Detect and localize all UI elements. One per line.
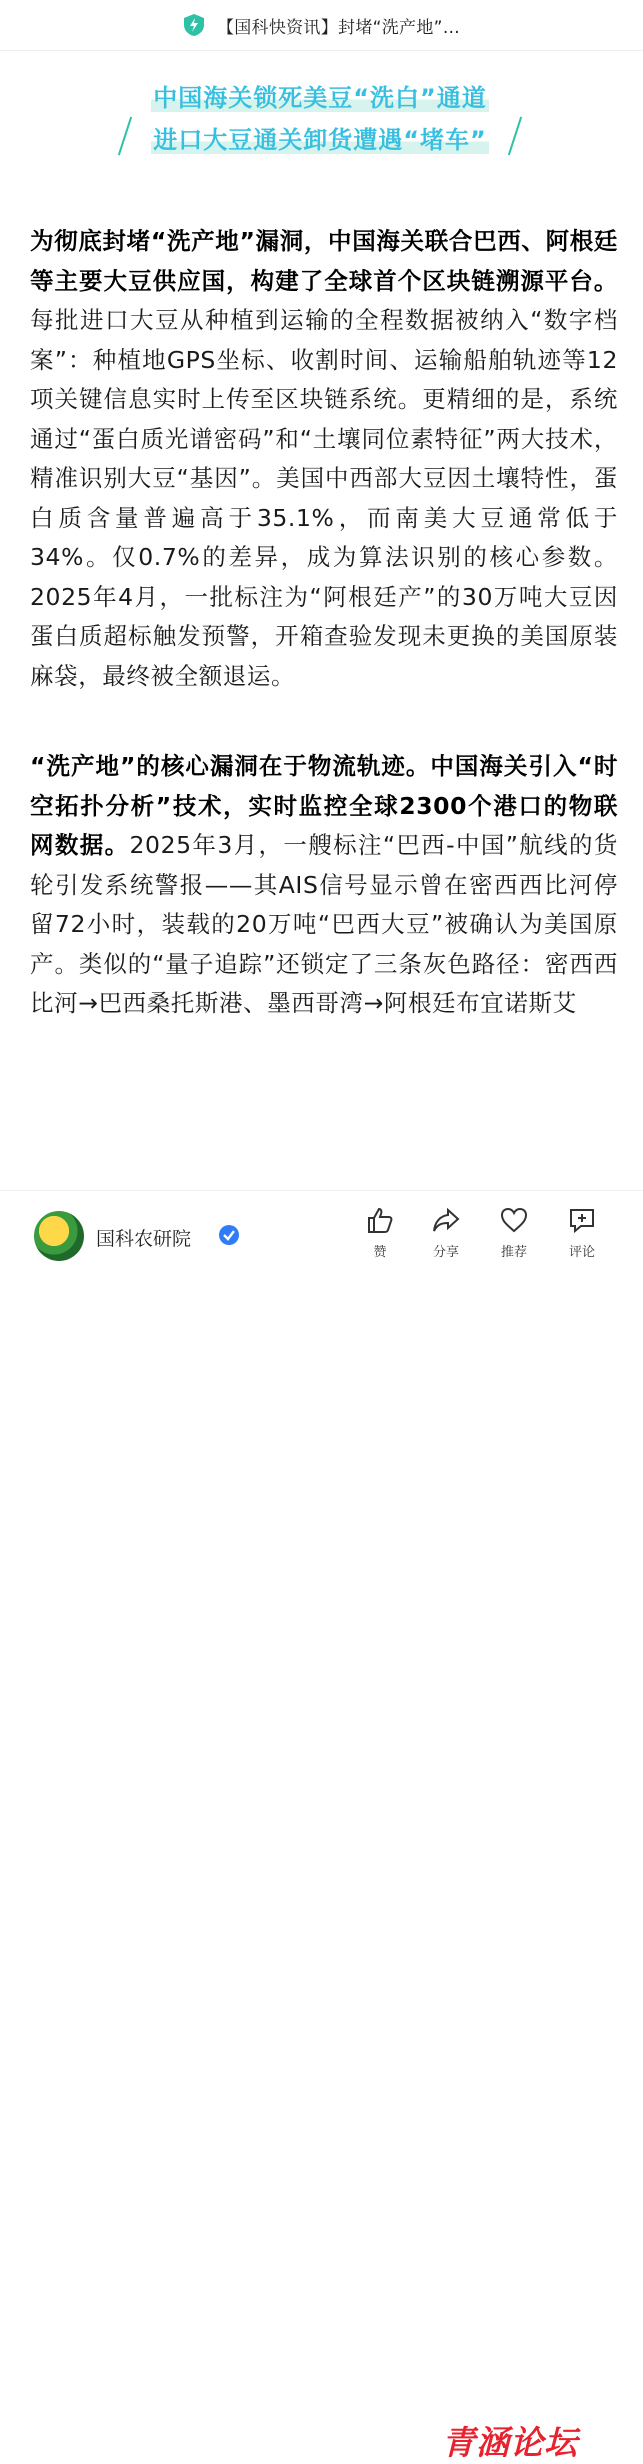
- shield-lightning-icon: [183, 13, 205, 37]
- watermark-logo: 青涵论坛: [442, 2423, 578, 2462]
- paragraph-1-lead: 为彻底封堵“洗产地”漏洞，中国海关联合巴西、阿根廷等主要大豆供应国，构建了全球首个区块链溯源平台。: [30, 227, 618, 295]
- author-avatar[interactable]: [34, 1211, 84, 1261]
- article-body: [30, 222, 618, 1075]
- headline-line-2: 进口大豆通关卸货遭遇“堵车”: [153, 126, 487, 154]
- share-button[interactable]: [421, 1205, 471, 1260]
- comment-label: 评论: [568, 1245, 595, 1260]
- article-title[interactable]: 【国科快资讯】封堵“洗产地”…: [216, 17, 461, 38]
- content-fade: [0, 1150, 643, 1190]
- comment-button[interactable]: [557, 1205, 607, 1260]
- like-label: 赞: [373, 1245, 387, 1260]
- bottom-action-bar: [0, 1190, 643, 2462]
- recommend-label: 推荐: [500, 1245, 527, 1260]
- paragraph-1: [30, 222, 618, 696]
- heart-icon: [499, 1205, 529, 1235]
- headline-line-1: 中国海关锁死美豆“洗白”通道: [153, 84, 487, 112]
- recommend-button[interactable]: [489, 1205, 539, 1260]
- comment-plus-icon: [567, 1205, 597, 1235]
- top-bar: [0, 0, 643, 50]
- verified-badge-icon: [218, 1224, 240, 1246]
- thumbs-up-icon: [365, 1205, 395, 1235]
- paragraph-2-lead: “洗产地”的核心漏洞在于物流轨迹。中国海关引入“时空拓扑分析”技术，实时监控全球2300个港口的物联网数据。: [30, 752, 618, 859]
- author-name[interactable]: 国科农研院: [96, 1228, 192, 1250]
- paragraph-2-text: 2025年3月，一艘标注“巴西-中国”航线的货轮引发系统警报——其AIS信号显示曾在密西西比河停留72小时，装载的20万吨“巴西大豆”被确认为美国原产。类似的“量子追踪”还锁定了三条灰色路径：密西西比河→巴西桑托斯港、墨西哥湾→阿根廷布宜诺斯艾: [30, 831, 618, 1017]
- share-icon: [431, 1205, 461, 1235]
- article-headline: [110, 70, 530, 168]
- paragraph-1-text: 每批进口大豆从种植到运输的全程数据被纳入“数字档案”：种植地GPS坐标、收割时间、运输船舶轨迹等12项关键信息实时上传至区块链系统。更精细的是，系统通过“蛋白质光谱密码”和“土壤同位素特征”两大技术，精准识别大豆“基因”。美国中西部大豆因土壤特性，蛋白质含量普遍高于35.1%，而南美大豆通常低于34%。仅0.7%的差异，成为算法识别的核心参数。2025年4月，一批标注为“阿根廷产”的30万吨大豆因蛋白质超标触发预警，开箱查验发现未更换的美国原装麻袋，最终被全额退运。: [30, 306, 618, 690]
- paragraph-2: [30, 747, 618, 1024]
- like-button[interactable]: [355, 1205, 405, 1260]
- share-label: 分享: [432, 1245, 459, 1260]
